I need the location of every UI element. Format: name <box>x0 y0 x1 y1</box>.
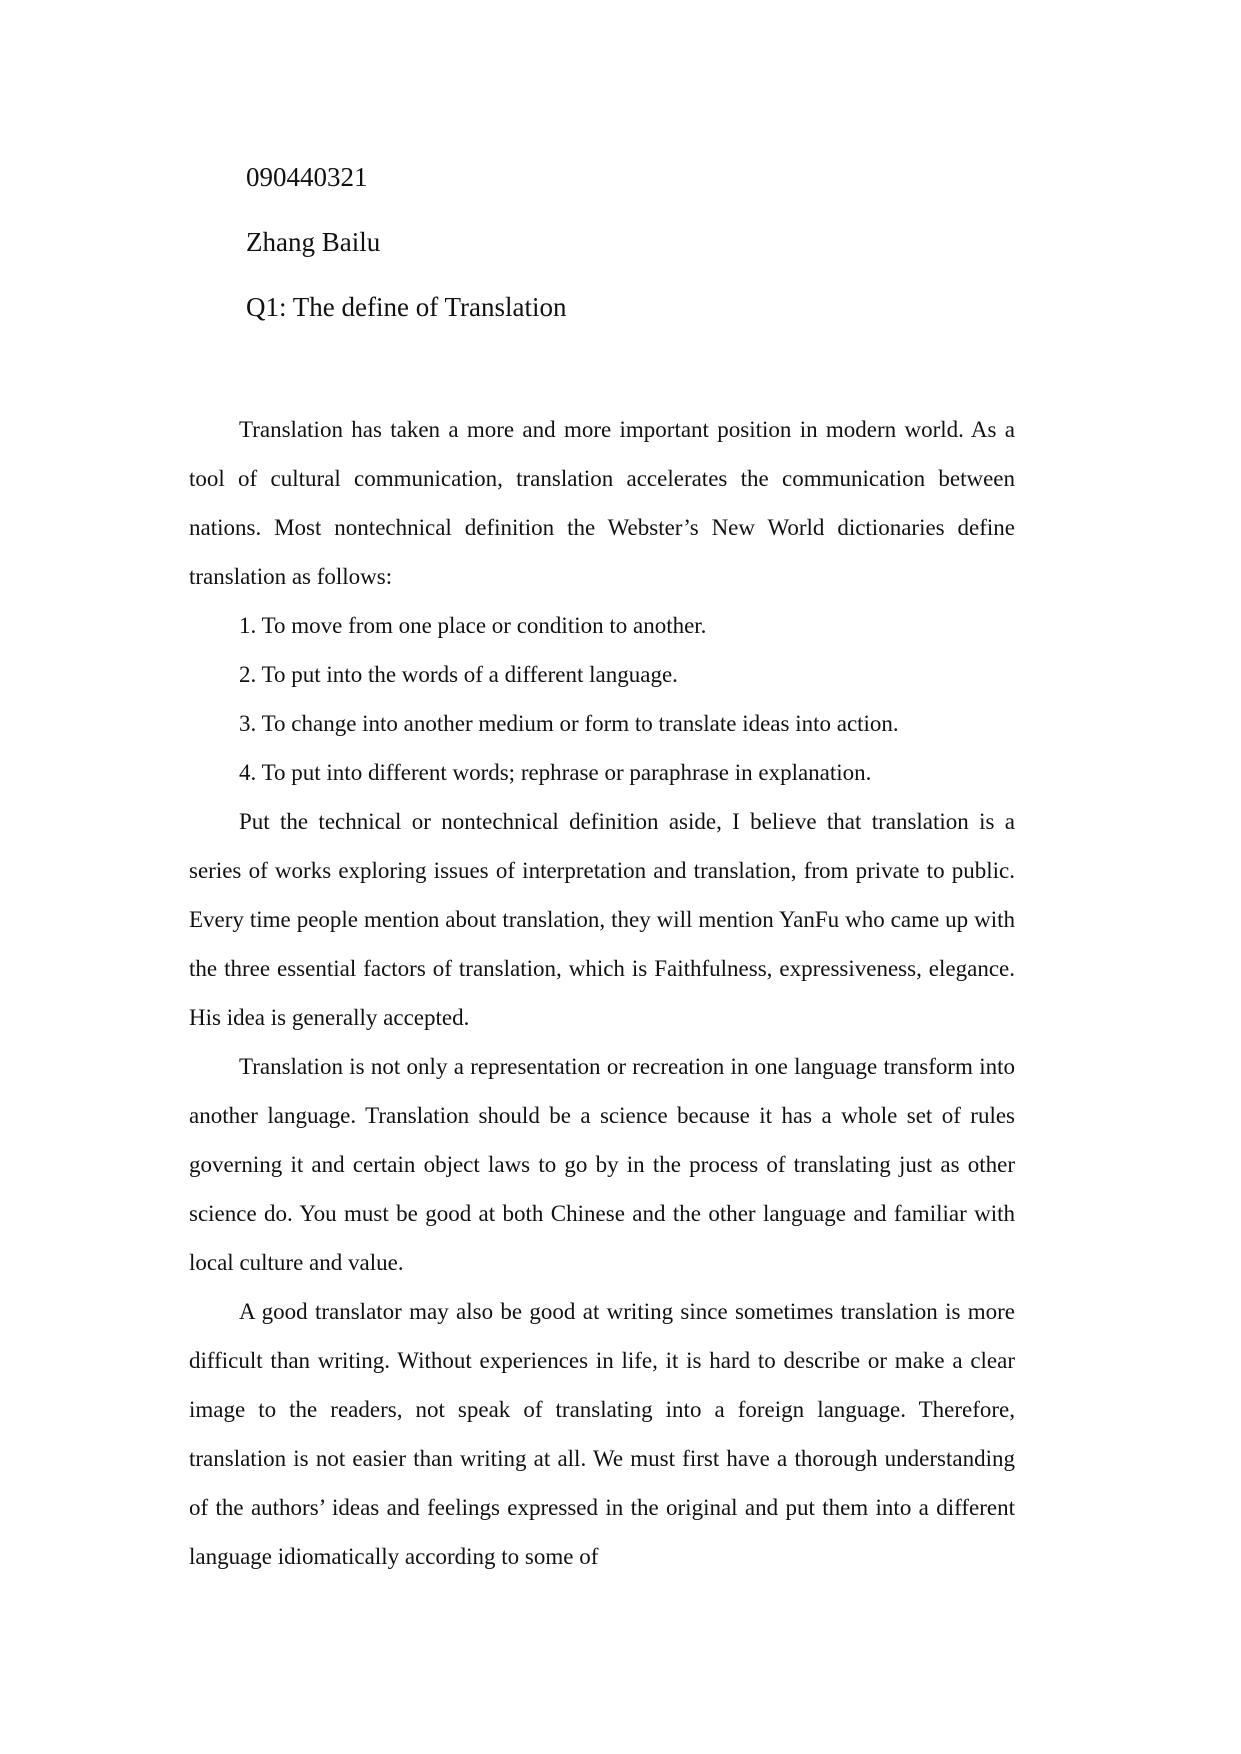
definition-list <box>189 601 1015 797</box>
paragraph-intro: Translation has taken a more and more important position in modern world. As a tool of cultural communication, translation accelerates the communication between nations. Most nontechnical definition the Webster’s New World dictionaries define translation as follows: <box>189 417 1015 589</box>
definition-item: 4. To put into different words; rephrase or paraphrase in explanation. <box>239 760 872 785</box>
paragraph-translator: A good translator may also be good at writing since sometimes translation is more difficult than writing. Without experiences in life, it is hard to describe or make a clear image to the readers, not speak of translating into a foreign language. Therefore, translation is not easier than writing at all. We must first have a thorough understanding of the authors’ ideas and feelings expressed in the original and put them into a different language idiomatically according to some of <box>189 1299 1015 1569</box>
document-body <box>189 405 1015 1581</box>
definition-item: 3. To change into another medium or form to translate ideas into action. <box>239 711 899 736</box>
assignment-title: Q1: The define of Translation <box>246 292 567 322</box>
paragraph-science: Translation is not only a representation or recreation in one language transform into another language. Translation should be a science because it has a whole set of rules governing it and certain object laws to go by in the process of translating just as other science do. You must be good at both Chinese and the other language and familiar with local culture and value. <box>189 1054 1015 1275</box>
student-id: 090440321 <box>246 162 368 192</box>
definition-item: 1. To move from one place or condition to another. <box>239 613 707 638</box>
definition-item: 2. To put into the words of a different language. <box>239 662 678 687</box>
student-name: Zhang Bailu <box>246 227 381 257</box>
paragraph-yanfu: Put the technical or nontechnical definition aside, I believe that translation is a series of works exploring issues of interpretation and translation, from private to public. Every time people mention about translation, they will mention YanFu who came up with the three essential factors of translation, which is Faithfulness, expressiveness, elegance. His idea is generally accepted. <box>189 809 1015 1030</box>
document-header <box>246 160 1006 355</box>
